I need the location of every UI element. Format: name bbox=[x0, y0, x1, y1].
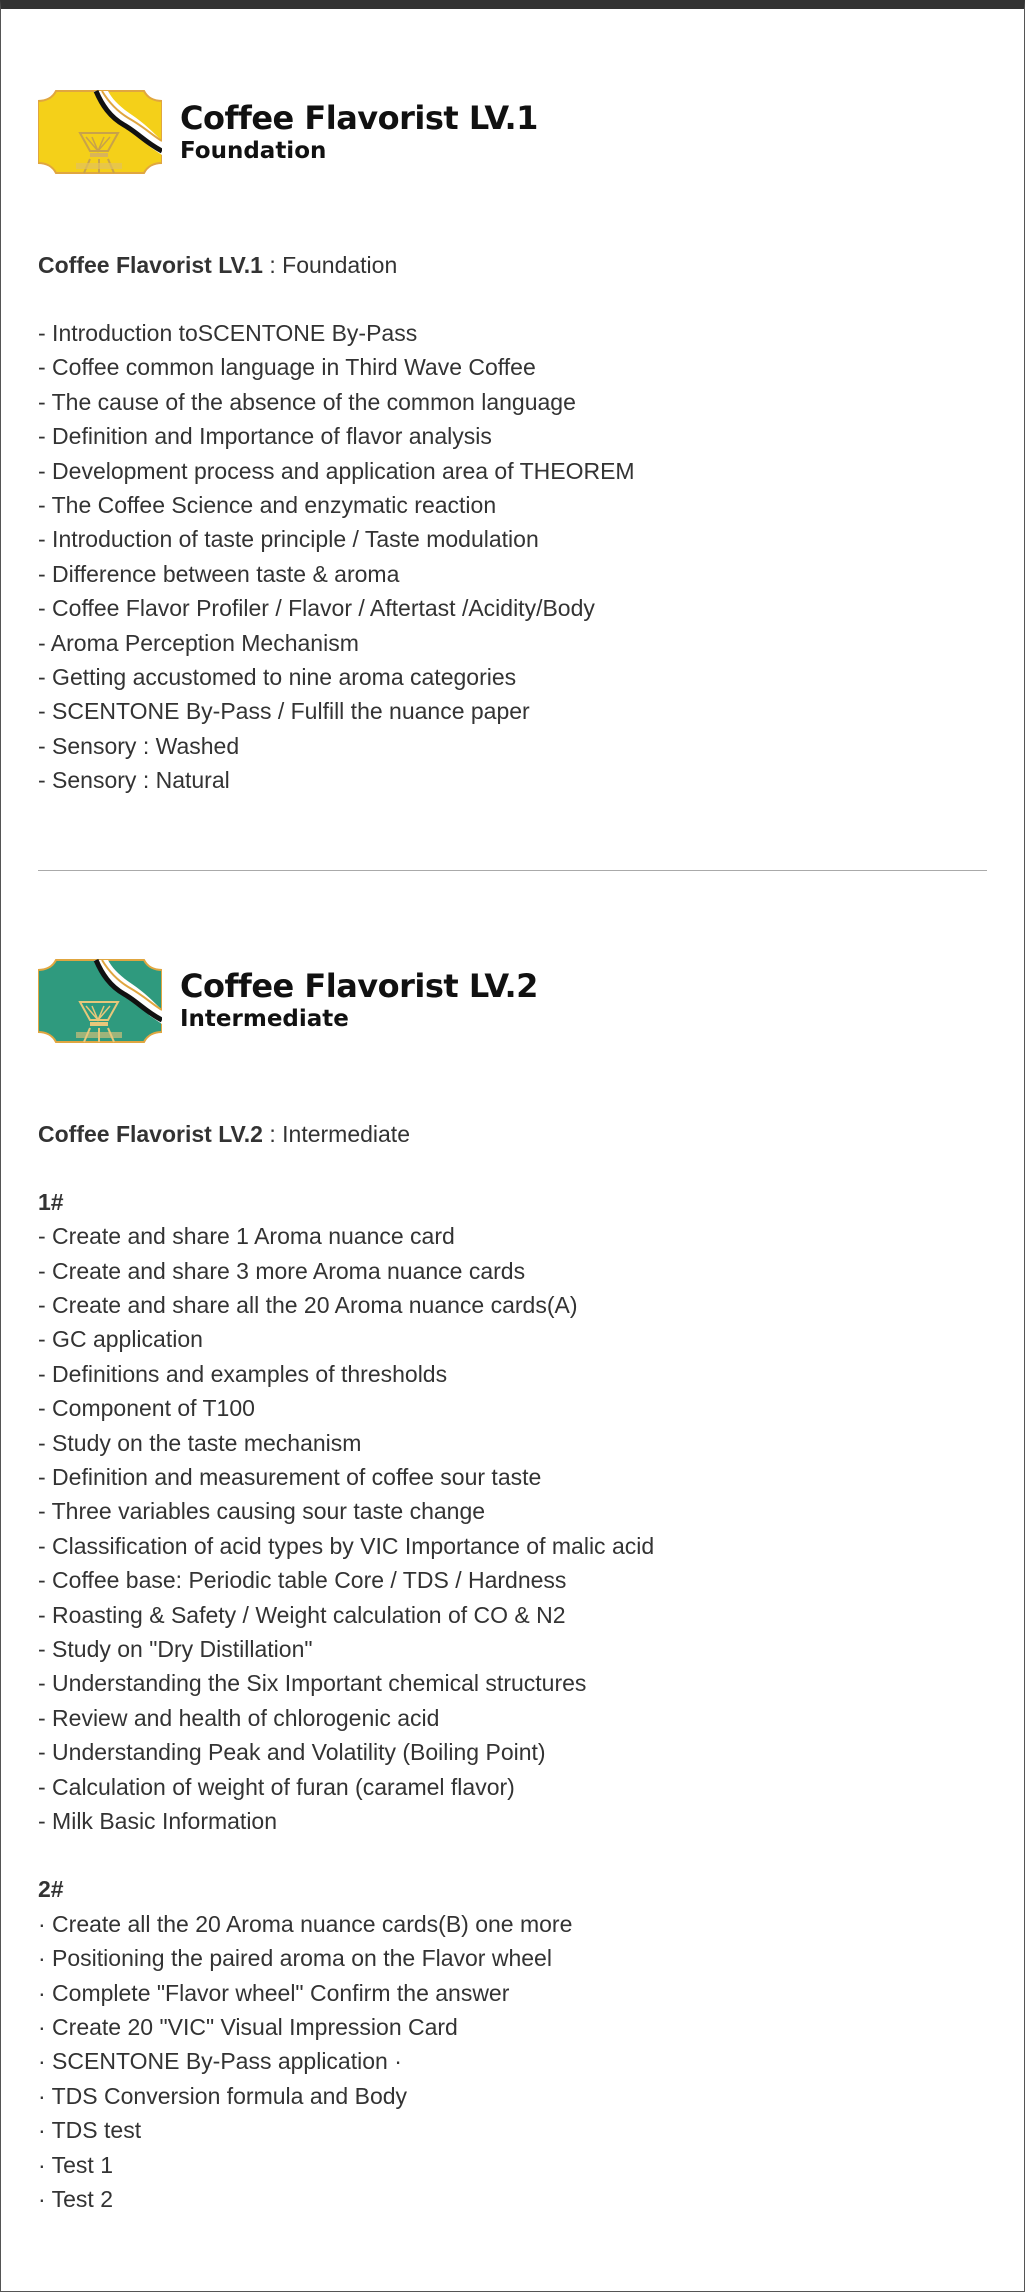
list-item: - Study on the taste mechanism bbox=[38, 1429, 362, 1456]
summary-title: Coffee Flavorist LV.2 bbox=[38, 1120, 263, 1147]
list-item: · Test 1 bbox=[38, 2151, 113, 2178]
list-item: - Create and share all the 20 Aroma nuance cards(A) bbox=[38, 1291, 578, 1318]
list-item: - Coffee common language in Third Wave Coffee bbox=[38, 354, 536, 381]
topic-list-lv2-group2 bbox=[38, 1907, 988, 2217]
list-item: - Coffee base: Periodic table Core / TDS / Hardness bbox=[38, 1567, 567, 1594]
list-item: - Milk Basic Information bbox=[38, 1808, 278, 1834]
list-item: - SCENTONE By-Pass / Fulfill the nuance paper bbox=[38, 698, 530, 725]
group-label: 1# bbox=[38, 1188, 64, 1215]
list-item: - Definition and measurement of coffee sour taste bbox=[38, 1463, 542, 1490]
list-item: · TDS test bbox=[38, 2117, 142, 2144]
list-item: - Roasting & Safety / Weight calculation of CO & N2 bbox=[38, 1601, 566, 1628]
list-item: - Sensory : Natural bbox=[38, 767, 230, 794]
list-item: - Definition and Importance of flavor analysis bbox=[38, 423, 492, 450]
list-item: - Understanding Peak and Volatility (Boiling Point) bbox=[38, 1739, 546, 1766]
course-header-lv1 bbox=[38, 84, 988, 180]
course-subtitle: Intermediate bbox=[180, 1006, 349, 1033]
list-item: · Test 2 bbox=[38, 2186, 113, 2213]
list-item: - Create and share 3 more Aroma nuance cards bbox=[38, 1257, 526, 1284]
list-item: - Review and health of chlorogenic acid bbox=[38, 1704, 440, 1731]
list-item: - Sensory : Washed bbox=[38, 732, 240, 759]
summary-level: : Intermediate bbox=[262, 1120, 410, 1147]
list-item: - Aroma Perception Mechanism bbox=[38, 629, 359, 656]
coffee-flavorist-logo-icon bbox=[38, 87, 162, 177]
list-item: - Component of T100 bbox=[38, 1395, 255, 1422]
course-subtitle: Foundation bbox=[180, 137, 327, 164]
course-summary bbox=[38, 248, 988, 282]
list-item: · Create 20 "VIC" Visual Impression Card bbox=[38, 2014, 458, 2041]
list-item: · Positioning the paired aroma on the Flavor wheel bbox=[38, 1945, 552, 1972]
list-item: - GC application bbox=[38, 1326, 203, 1353]
list-item: - Three variables causing sour taste change bbox=[38, 1498, 486, 1525]
list-item: - Development process and application area of THEOREM bbox=[38, 457, 635, 484]
list-item: - Study on "Dry Distillation" bbox=[38, 1635, 313, 1662]
list-item: - Introduction toSCENTONE By-Pass bbox=[38, 320, 418, 346]
course-content bbox=[38, 0, 988, 2216]
list-item: - The Coffee Science and enzymatic reaction bbox=[38, 492, 497, 519]
list-item: - Introduction of taste principle / Taste modulation bbox=[38, 526, 539, 553]
course-header-lv2 bbox=[38, 953, 988, 1049]
list-item: · Complete "Flavor wheel" Confirm the answer bbox=[38, 1979, 510, 2006]
summary-title: Coffee Flavorist LV.1 bbox=[38, 252, 263, 278]
list-item: - Definitions and examples of thresholds bbox=[38, 1360, 448, 1387]
topic-list-lv2-group1 bbox=[38, 1219, 988, 1838]
list-item: - Getting accustomed to nine aroma categories bbox=[38, 664, 517, 691]
list-item: - Classification of acid types by VIC Importance of malic acid bbox=[38, 1532, 655, 1559]
course-title: Coffee Flavorist LV.2 bbox=[180, 967, 538, 1006]
list-item: · Create all the 20 Aroma nuance cards(B) one more bbox=[38, 1910, 573, 1937]
list-item: - The cause of the absence of the common language bbox=[38, 388, 576, 415]
list-item: - Understanding the Six Important chemical structures bbox=[38, 1670, 587, 1697]
coffee-flavorist-logo-icon bbox=[38, 956, 162, 1046]
summary-level: : Foundation bbox=[262, 252, 398, 278]
list-item: - Create and share 1 Aroma nuance card bbox=[38, 1223, 455, 1250]
list-item: · TDS Conversion formula and Body bbox=[38, 2082, 408, 2109]
list-item: · SCENTONE By-Pass application · bbox=[38, 2048, 402, 2075]
topic-list-lv1 bbox=[38, 316, 988, 798]
course-summary bbox=[38, 1117, 988, 1151]
group-label: 2# bbox=[38, 1876, 64, 1903]
list-item: - Calculation of weight of furan (caramel flavor) bbox=[38, 1773, 515, 1800]
list-item: - Coffee Flavor Profiler / Flavor / Aftertast /Acidity/Body bbox=[38, 595, 595, 622]
course-title: Coffee Flavorist LV.1 bbox=[180, 98, 538, 137]
list-item: - Difference between taste & aroma bbox=[38, 560, 400, 587]
